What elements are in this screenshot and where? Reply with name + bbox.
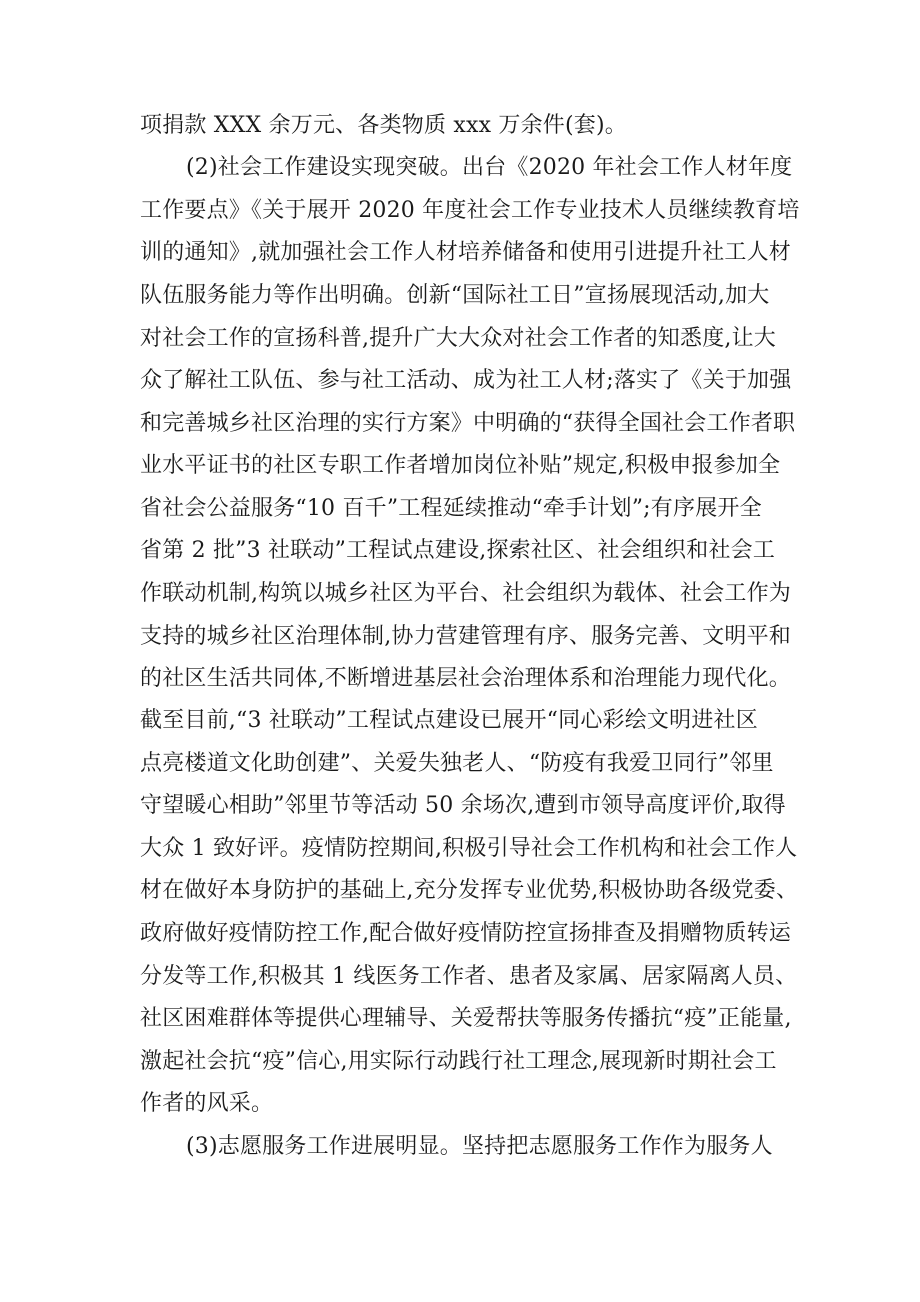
- text-line: 训的通知》,就加强社会工作人材培养储备和使用引进提升社工人材: [140, 240, 791, 265]
- text-line: 社区困难群体等提供心理辅导、关爱帮扶等服务传播抗“疫”正能量,: [140, 1006, 792, 1031]
- text-line: 省社会公益服务“10 百千”工程延续推动“牵手计划”;有序展开全: [140, 496, 762, 521]
- text-line: 截至目前,“3 社联动”工程试点建设已展开“同心彩绘文明进社区: [140, 708, 758, 733]
- paragraph-3-heading-line: (3)志愿服务工作进展明显。坚持把志愿服务工作作为服务人: [186, 1134, 773, 1159]
- text-line: 激起社会抗“疫”信心,用实际行动践行社工理念,展现新时期社会工: [140, 1049, 777, 1074]
- text-line: 作者的风采。: [140, 1091, 274, 1116]
- text-line: 队伍服务能力等作出明确。创新“国际社工日”宣扬展现活动,加大: [140, 283, 770, 308]
- text-line: 对社会工作的宣扬科普,提升广大大众对社会工作者的知悉度,让大: [140, 326, 776, 351]
- text-line: 业水平证书的社区专职工作者增加岗位补贴”规定,积极申报参加全: [140, 453, 781, 478]
- text-line: 省第 2 批”3 社联动”工程试点建设,探索社区、社会组织和社会工: [140, 538, 776, 563]
- text-line: 分发等工作,积极其 1 线医务工作者、患者及家属、居家隔离人员、: [140, 964, 798, 989]
- text-line: 项捐款 XXX 余万元、各类物质 xxx 万余件(套)。: [140, 113, 627, 138]
- text-line: 政府做好疫情防控工作,配合做好疫情防控宣扬排查及捐赠物质转运: [140, 921, 791, 946]
- text-line: 的社区生活共同体,不断增进基层社会治理体系和治理能力现代化。: [140, 666, 791, 691]
- text-line: 守望暖心相助”邻里节等活动 50 余场次,遭到市领导高度评价,取得: [140, 793, 786, 818]
- text-line: 和完善城乡社区治理的实行方案》中明确的“获得全国社会工作者职: [140, 411, 796, 436]
- text-line: 工作要点》《关于展开 2020 年度社会工作专业技术人员继续教育培: [140, 198, 800, 223]
- text-line: 作联动机制,构筑以城乡社区为平台、社会组织为载体、社会工作为: [140, 581, 791, 606]
- text-line: 支持的城乡社区治理体制,协力营建管理有序、服务完善、文明平和: [140, 624, 791, 649]
- text-line: 材在做好本身防护的基础上,充分发挥专业优势,积极协助各级党委、: [140, 878, 799, 903]
- paragraph-2-heading-line: (2)社会工作建设实现突破。出台《2020 年社会工作人材年度: [186, 155, 793, 180]
- text-line: 大众 1 致好评。疫情防控期间,积极引导社会工作机构和社会工作人: [140, 836, 798, 861]
- text-line: 众了解社工队伍、参与社工活动、成为社工人材;落实了《关于加强: [140, 368, 792, 393]
- text-line: 点亮楼道文化助创建”、关爱失独老人、“防疫有我爱卫同行”邻里: [140, 751, 774, 776]
